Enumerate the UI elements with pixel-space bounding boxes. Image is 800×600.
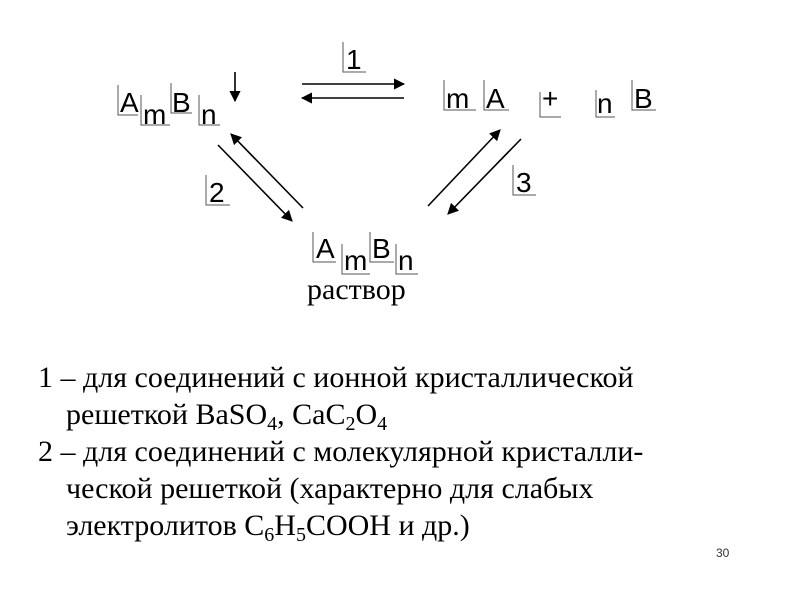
dissolved-m: m: [344, 245, 368, 276]
solid-m: m: [143, 99, 167, 130]
note-1-pre: решеткой BaSO: [66, 398, 268, 431]
ions-formula: [444, 80, 656, 119]
dissolved-n: n: [398, 245, 414, 276]
path-label-2: 2: [209, 177, 225, 208]
note-2-pre: электролитов C: [66, 509, 265, 542]
note-1-sub-1: 4: [267, 413, 278, 435]
arrow-3-forward: [428, 130, 500, 206]
path-label-3: 3: [516, 167, 532, 198]
note-2-line-1: 2 – для соединений с молекулярной кристалли-: [38, 435, 644, 468]
solid-a: A: [120, 87, 139, 118]
dissolved-a: A: [316, 233, 335, 264]
path-label-1: 1: [346, 44, 362, 75]
dissolved-formula: [307, 232, 418, 306]
note-1-mid: , CaC: [277, 398, 346, 431]
note-1: [38, 359, 778, 433]
note-1-mid-2: O: [355, 398, 378, 431]
ions-a: A: [486, 83, 505, 114]
solid-b: B: [172, 87, 191, 118]
note-2-mid: H: [274, 509, 296, 542]
ions-n: n: [597, 88, 613, 119]
ions-plus: +: [542, 83, 559, 114]
ions-m: m: [446, 83, 470, 114]
notes-block: [38, 359, 778, 544]
arrow-2-reverse: [231, 134, 303, 208]
note-2-line-2: ческой решеткой (характерно для слабых: [66, 472, 594, 505]
arrow-2-forward: [218, 145, 292, 221]
note-2: [38, 433, 778, 544]
page-number: 30: [716, 546, 730, 560]
note-1-line-1: 1 – для соединений с ионной кристаллической: [38, 361, 634, 394]
note-1-sub-3: 4: [377, 413, 388, 435]
note-2-sub-2: 5: [295, 524, 306, 546]
note-1-sub-2: 2: [345, 413, 356, 435]
arrow-3-reverse: [448, 139, 521, 214]
note-2-post: COOH и др.): [305, 509, 470, 542]
solid-n: n: [201, 99, 217, 130]
dissolved-b: B: [372, 233, 391, 264]
solution-label: раствор: [307, 273, 406, 306]
ions-b: B: [634, 83, 653, 114]
note-2-sub-1: 6: [264, 524, 275, 546]
solid-formula: [118, 72, 235, 130]
